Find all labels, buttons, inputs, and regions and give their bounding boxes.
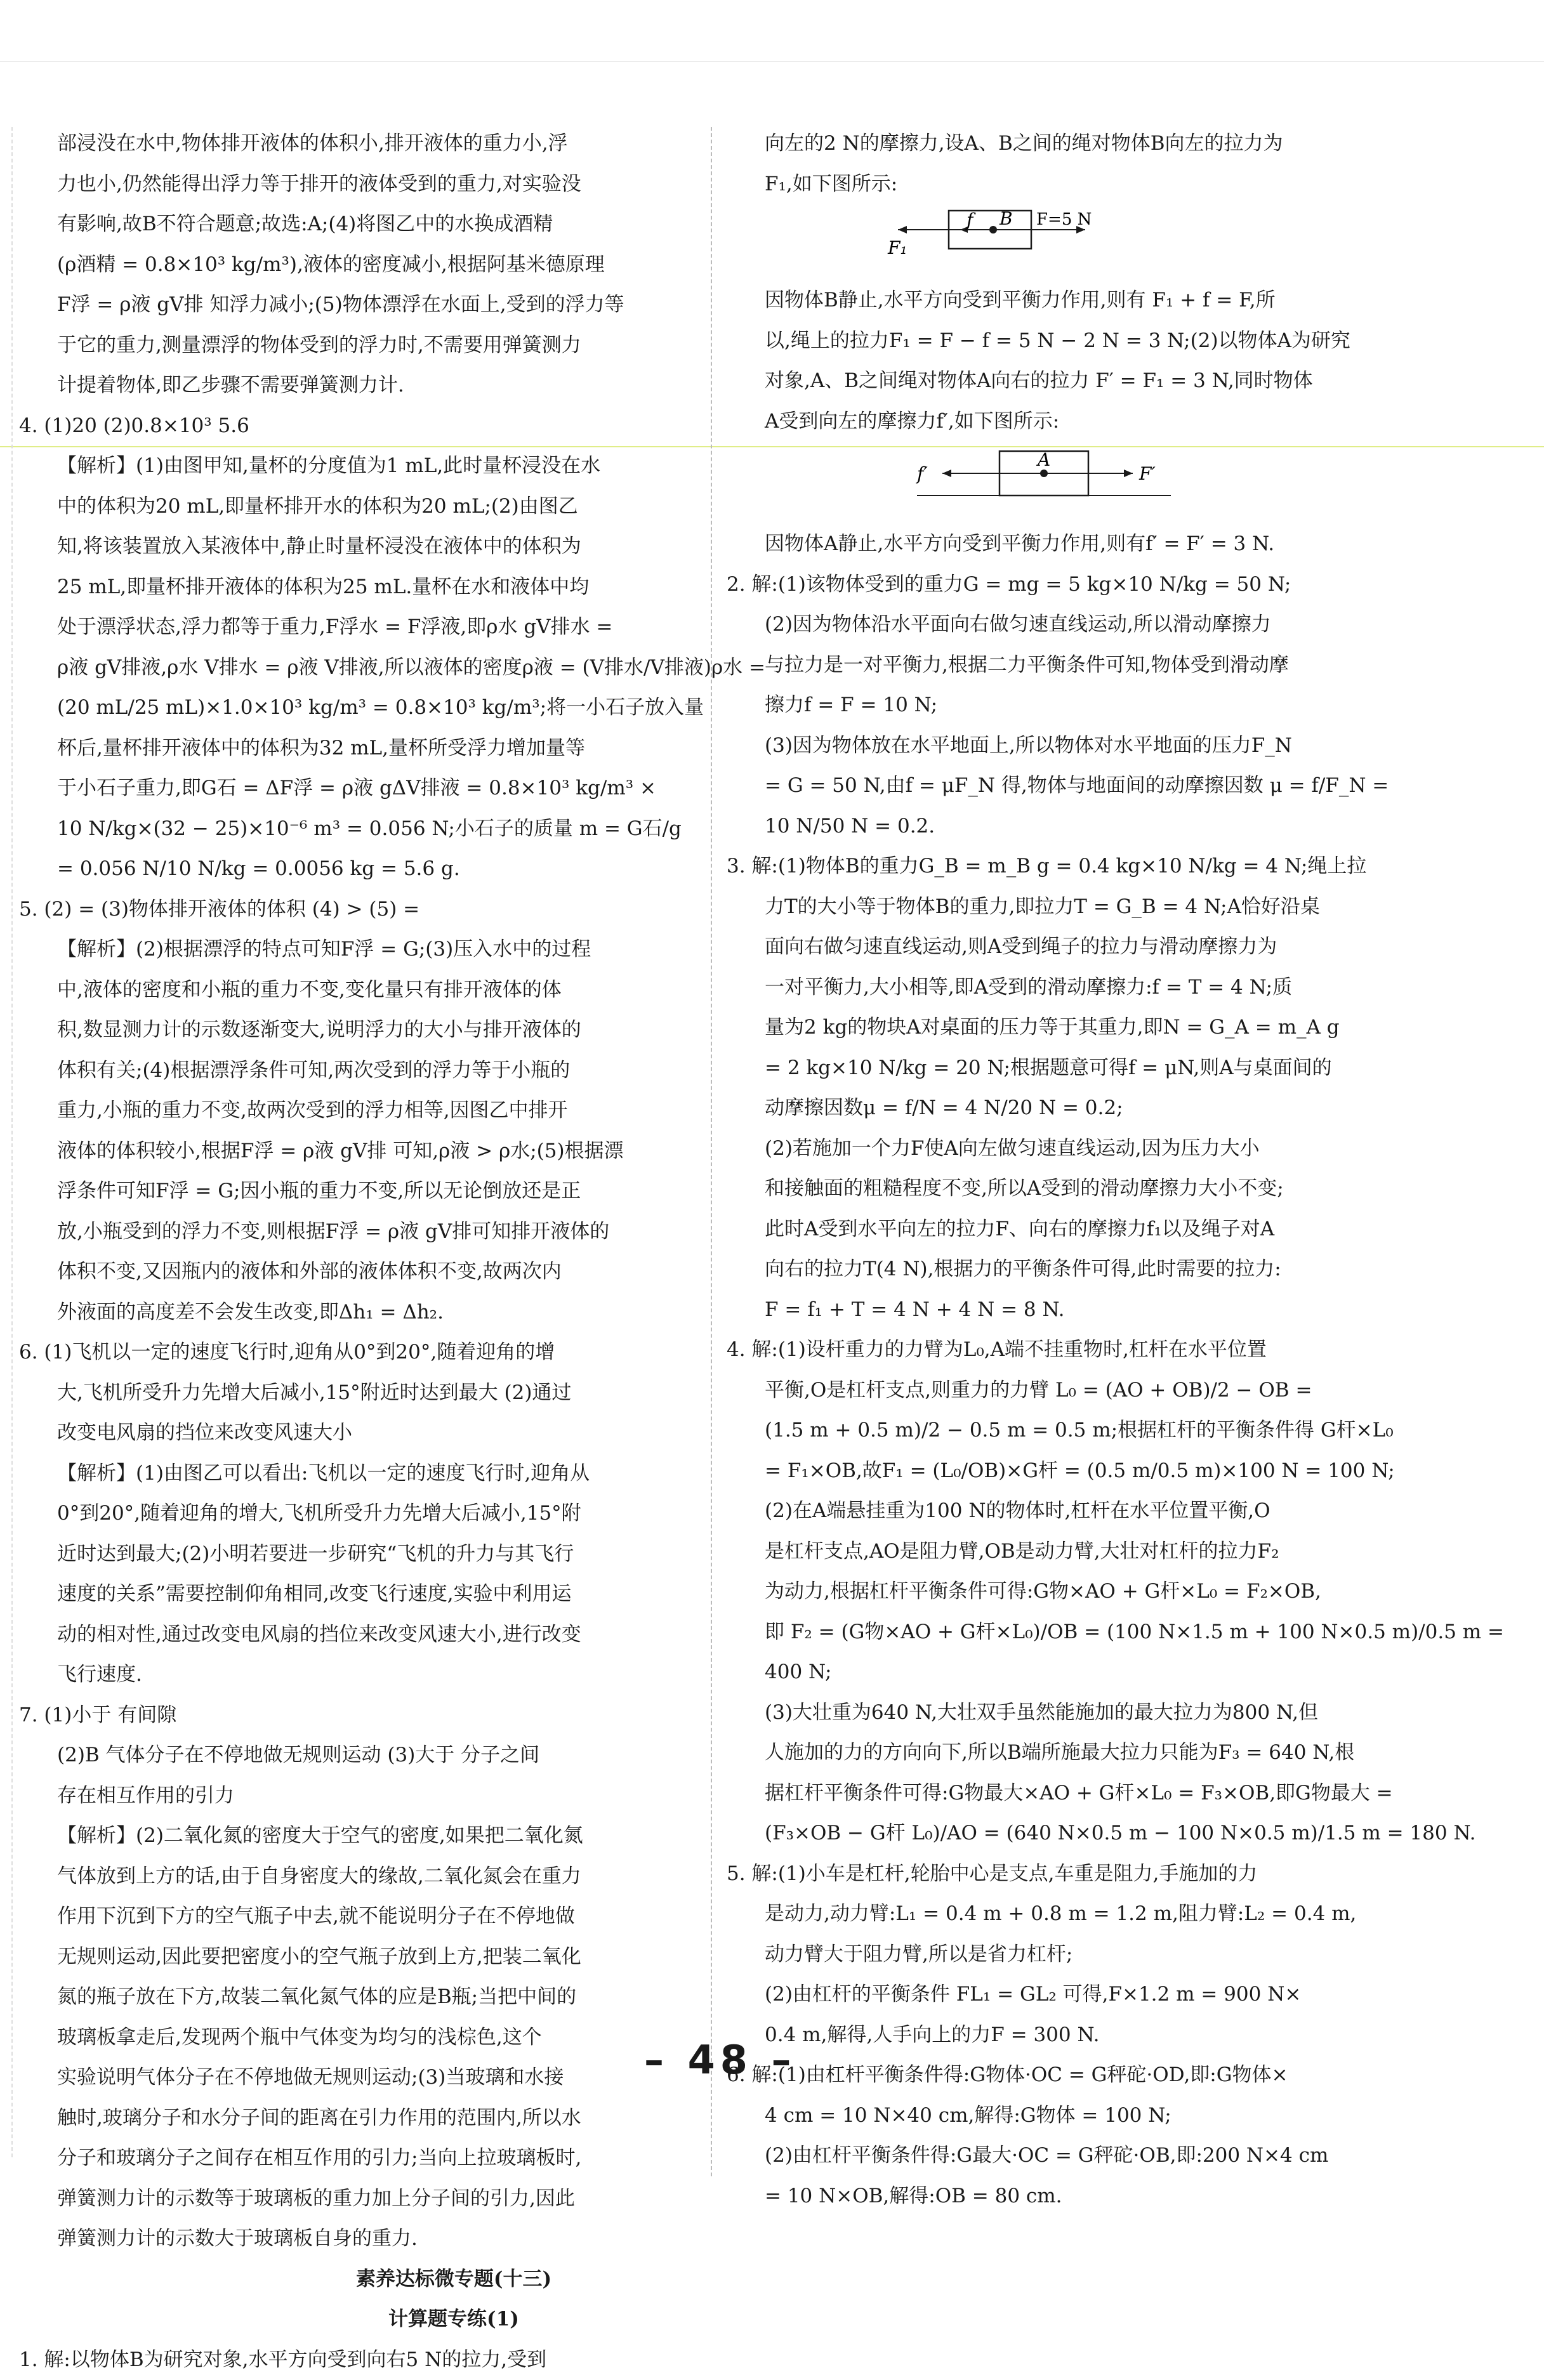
column-divider xyxy=(711,127,712,2176)
text-line: 弹簧测力计的示数等于玻璃板的重力加上分子间的引力,因此 xyxy=(19,2179,698,2219)
text-line: 近时达到最大;(2)小明若要进一步研究“飞机的升力与其飞行 xyxy=(19,1534,698,1575)
text-line: 计算题专练(1) xyxy=(19,2299,698,2340)
label-force: F=5 N xyxy=(1036,210,1092,229)
text-line: 【解析】(2)二氧化氮的密度大于空气的密度,如果把二氧化氮 xyxy=(19,1816,698,1857)
text-line: 无规则运动,因此要把密度小的空气瓶子放到上方,把装二氧化 xyxy=(19,1937,698,1978)
text-line: 部浸没在水中,物体排开液体的体积小,排开液体的重力小,浮 xyxy=(19,124,698,164)
text-line: 动力臂大于阻力臂,所以是省力杠杆; xyxy=(727,1935,1417,1975)
text-line: 是动力,动力臂:L₁ = 0.4 m + 0.8 m = 1.2 m,阻力臂:L₂ = 0.4 m, xyxy=(727,1894,1417,1935)
text-line: 于小石子重力,即G石 = ΔF浮 = ρ液 gΔV排液 = 0.8×10³ kg/m³ × xyxy=(19,768,698,809)
text-line: F浮 = ρ液 gV排 知浮力减小;(5)物体漂浮在水面上,受到的浮力等 xyxy=(19,285,698,325)
text-line: (2)B 气体分子在不停地做无规则运动 (3)大于 分子之间 xyxy=(19,1735,698,1776)
text-line: 气体放到上方的话,由于自身密度大的缘故,二氧化氮会在重力 xyxy=(19,1857,698,1897)
text-line: 计提着物体,即乙步骤不需要弹簧测力计. xyxy=(19,365,698,406)
text-line: 0°到20°,随着迎角的增大,飞机所受升力先增大后减小,15°附 xyxy=(19,1494,698,1534)
text-line: 【解析】(1)由图乙可以看出:飞机以一定的速度飞行时,迎角从 xyxy=(19,1454,698,1494)
text-line: 量为2 kg的物块A对桌面的压力等于其重力,即N = G_A = m_A g xyxy=(727,1008,1417,1048)
text-line: 于它的重力,测量漂浮的物体受到的浮力时,不需要用弹簧测力 xyxy=(19,325,698,366)
text-line: 触时,玻璃分子和水分子间的距离在引力作用的范围内,所以水 xyxy=(19,2098,698,2139)
text-line: 以,绳上的拉力F₁ = F − f = 5 N − 2 N = 3 N;(2)以物体A为研究 xyxy=(727,321,1417,362)
text-line: 4. (1)20 (2)0.8×10³ 5.6 xyxy=(19,406,698,447)
text-line: 3. 解:(1)物体B的重力G_B = m_B g = 0.4 kg×10 N/kg = 4 N;绳上拉 xyxy=(727,846,1417,887)
text-line: 积,数显测力计的示数逐渐变大,说明浮力的大小与排开液体的 xyxy=(19,1010,698,1051)
text-line: 存在相互作用的引力 xyxy=(19,1776,698,1817)
text-line: 改变电风扇的挡位来改变风速大小 xyxy=(19,1413,698,1454)
text-line: 知,将该装置放入某液体中,静止时量杯浸没在液体中的体积为 xyxy=(19,527,698,567)
text-line: 6. 解:(1)由杠杆平衡条件得:G物体·OC = G秤砣·OD,即:G物体× xyxy=(727,2055,1417,2096)
text-line: 素养达标微专题(十三) xyxy=(19,2259,698,2300)
text-line: 平衡,O是杠杆支点,则重力的力臂 L₀ = (AO + OB)/2 − OB = xyxy=(727,1371,1417,1411)
text-line: 外液面的高度差不会发生改变,即Δh₁ = Δh₂. xyxy=(19,1292,698,1333)
text-line: ρ液 gV排液,ρ水 V排水 = ρ液 V排液,所以液体的密度ρ液 = (V排水/V排液)ρ水 = xyxy=(19,648,698,688)
text-line: 2. 解:(1)该物体受到的重力G = mg = 5 kg×10 N/kg = 50 N; xyxy=(727,565,1417,605)
text-line: 力也小,仍然能得出浮力等于排开的液体受到的重力,对实验没 xyxy=(19,164,698,205)
text-line: 是杠杆支点,AO是阻力臂,OB是动力臂,大壮对杠杆的拉力F₂ xyxy=(727,1532,1417,1572)
text-line: 擦力f = F = 10 N; xyxy=(727,685,1417,726)
text-line: 浮条件可知F浮 = G;因小瓶的重力不变,所以无论倒放还是正 xyxy=(19,1171,698,1212)
text-line: 7. (1)小于 有间隙 xyxy=(19,1695,698,1736)
text-line: 动的相对性,通过改变电风扇的挡位来改变风速大小,进行改变 xyxy=(19,1615,698,1655)
text-line: 因物体A静止,水平方向受到平衡力作用,则有f′ = F′ = 3 N. xyxy=(727,524,1417,565)
text-line: 即 F₂ = (G物×AO + G杆×L₀)/OB = (100 N×1.5 m + 100 N×0.5 m)/0.5 m = xyxy=(727,1612,1417,1653)
text-line: 【解析】(1)由图甲知,量杯的分度值为1 mL,此时量杯浸没在水 xyxy=(19,446,698,487)
text-line: 5. (2) = (3)物体排开液体的体积 (4) > (5) = xyxy=(19,890,698,930)
text-line: 0.4 m,解得,人手向上的力F = 300 N. xyxy=(727,2015,1417,2056)
text-line: 放,小瓶受到的浮力不变,则根据F浮 = ρ液 gV排可知排开液体的 xyxy=(19,1212,698,1252)
text-line: 作用下沉到下方的空气瓶子中去,就不能说明分子在不停地做 xyxy=(19,1897,698,1937)
text-line: 此时A受到水平向左的拉力F、向右的摩擦力f₁以及绳子对A xyxy=(727,1209,1417,1250)
text-line: 4. 解:(1)设杆重力的力臂为L₀,A端不挂重物时,杠杆在水平位置 xyxy=(727,1330,1417,1371)
text-line: F = f₁ + T = 4 N + 4 N = 8 N. xyxy=(727,1290,1417,1331)
text-line: 对象,A、B之间绳对物体A向右的拉力 F′ = F₁ = 3 N,同时物体 xyxy=(727,361,1417,402)
text-line: 体积有关;(4)根据漂浮条件可知,两次受到的浮力等于小瓶的 xyxy=(19,1051,698,1091)
page-number: – 48 – xyxy=(644,2037,796,2083)
text-line: 氮的瓶子放在下方,故装二氧化氮气体的应是B瓶;当把中间的 xyxy=(19,1977,698,2018)
text-line: (ρ酒精 = 0.8×10³ kg/m³),液体的密度减小,根据阿基米德原理 xyxy=(19,245,698,286)
text-line: 【解析】(2)根据漂浮的特点可知F浮 = G;(3)压入水中的过程 xyxy=(19,930,698,970)
text-line: 液体的体积较小,根据F浮 = ρ液 gV排 可知,ρ液 > ρ水;(5)根据漂 xyxy=(19,1131,698,1172)
text-line: 人施加的力的方向向下,所以B端所施最大拉力只能为F₃ = 640 N,根 xyxy=(727,1733,1417,1773)
text-line: 一对平衡力,大小相等,即A受到的滑动摩擦力:f = T = 4 N;质 xyxy=(727,968,1417,1008)
text-line: (2)由杠杆平衡条件得:G最大·OC = G秤砣·OB,即:200 N×4 cm xyxy=(727,2136,1417,2176)
text-line: 向右的拉力T(4 N),根据力的平衡条件可得,此时需要的拉力: xyxy=(727,1249,1417,1290)
text-line: (1.5 m + 0.5 m)/2 − 0.5 m = 0.5 m;根据杠杆的平衡条件得 G杆×L₀ xyxy=(727,1410,1417,1451)
text-line: (2)在A端悬挂重为100 N的物体时,杠杆在水平位置平衡,O xyxy=(727,1491,1417,1532)
text-line: 面向右做匀速直线运动,则A受到绳子的拉力与滑动摩擦力为 xyxy=(727,927,1417,968)
text-line: 中的体积为20 mL,即量杯排开水的体积为20 mL;(2)由图乙 xyxy=(19,487,698,527)
text-line: (3)大壮重为640 N,大壮双手虽然能施加的最大拉力为800 N,但 xyxy=(727,1693,1417,1733)
text-line: = F₁×OB,故F₁ = (L₀/OB)×G杆 = (0.5 m/0.5 m)×100 N = 100 N; xyxy=(727,1451,1417,1492)
text-line: 力T的大小等于物体B的重力,即拉力T = G_B = 4 N;A恰好沿桌 xyxy=(727,887,1417,928)
text-line: = 0.056 N/10 N/kg = 0.0056 kg = 5.6 g. xyxy=(19,849,698,890)
text-line: A受到向左的摩擦力f′,如下图所示: xyxy=(727,402,1417,442)
text-line: 为动力,根据杠杆平衡条件可得:G物×AO + G杆×L₀ = F₂×OB, xyxy=(727,1572,1417,1612)
text-line: 重力,小瓶的重力不变,故两次受到的浮力相等,因图乙中排开 xyxy=(19,1091,698,1131)
text-line: (20 mL/25 mL)×1.0×10³ kg/m³ = 0.8×10³ kg/m³;将一小石子放入量 xyxy=(19,688,698,728)
text-line: 10 N/kg×(32 − 25)×10⁻⁶ m³ = 0.056 N;小石子的质量 m = G石/g xyxy=(19,809,698,850)
text-line: 杯后,量杯排开液体中的体积为32 mL,量杯所受浮力增加量等 xyxy=(19,728,698,769)
label-f: f xyxy=(965,209,976,230)
text-line: 动摩擦因数μ = f/N = 4 N/20 N = 0.2; xyxy=(727,1088,1417,1129)
text-line: 实验说明气体分子在不停地做无规则运动;(3)当玻璃和水接 xyxy=(19,2058,698,2098)
text-line: 据杠杆平衡条件可得:G物最大×AO + G杆×L₀ = F₃×OB,即G物最大 = xyxy=(727,1773,1417,1814)
right-column xyxy=(727,124,1417,2216)
text-line: 弹簧测力计的示数大于玻璃板自身的重力. xyxy=(19,2219,698,2259)
left-margin-rule xyxy=(11,127,13,2157)
text-line: 处于漂浮状态,浮力都等于重力,F浮水 = F浮液,即ρ水 gV排水 = xyxy=(19,607,698,648)
text-line: 1. 解:以物体B为研究对象,水平方向受到向右5 N的拉力,受到 xyxy=(19,2340,698,2380)
text-line: 大,飞机所受升力先增大后减小,15°附近时达到最大 (2)通过 xyxy=(19,1373,698,1414)
text-line: = G = 50 N,由f = μF_N 得,物体与地面间的动摩擦因数 μ = f/F_N = xyxy=(727,766,1417,806)
text-line: (F₃×OB − G杆 L₀)/AO = (640 N×0.5 m − 100 N×0.5 m)/1.5 m = 180 N. xyxy=(727,1813,1417,1854)
force-diagram-a xyxy=(727,442,1417,524)
text-line: 体积不变,又因瓶内的液体和外部的液体体积不变,故两次内 xyxy=(19,1252,698,1292)
header-rule xyxy=(0,61,1544,62)
text-line: (2)由杠杆的平衡条件 FL₁ = GL₂ 可得,F×1.2 m = 900 N× xyxy=(727,1975,1417,2015)
text-line: 10 N/50 N = 0.2. xyxy=(727,806,1417,847)
text-line: 分子和玻璃分子之间存在相互作用的引力;当向上拉玻璃板时, xyxy=(19,2138,698,2179)
text-line: 与拉力是一对平衡力,根据二力平衡条件可知,物体受到滑动摩 xyxy=(727,645,1417,686)
force-diagram-b xyxy=(727,204,1417,280)
text-line: 中,液体的密度和小瓶的重力不变,变化量只有排开液体的体 xyxy=(19,970,698,1011)
text-line: 飞行速度. xyxy=(19,1655,698,1695)
text-line: 25 mL,即量杯排开液体的体积为25 mL.量杯在水和液体中均 xyxy=(19,567,698,608)
label-b: B xyxy=(999,208,1013,229)
text-line: 有影响,故B不符合题意;故选:A;(4)将图乙中的水换成酒精 xyxy=(19,204,698,245)
left-column xyxy=(19,124,698,2380)
label-fprime: f′ xyxy=(916,463,928,484)
text-line: (2)因为物体沿水平面向右做匀速直线运动,所以滑动摩擦力 xyxy=(727,605,1417,645)
label-Fprime: F′ xyxy=(1138,463,1156,484)
text-line: 4 cm = 10 N×40 cm,解得:G物体 = 100 N; xyxy=(727,2096,1417,2136)
text-line: 6. (1)飞机以一定的速度飞行时,迎角从0°到20°,随着迎角的增 xyxy=(19,1332,698,1373)
text-line: = 10 N×OB,解得:OB = 80 cm. xyxy=(727,2176,1417,2217)
text-line: (2)若施加一个力F使A向左做匀速直线运动,因为压力大小 xyxy=(727,1129,1417,1169)
text-line: 向左的2 N的摩擦力,设A、B之间的绳对物体B向左的拉力为 xyxy=(727,124,1417,164)
text-line: = 2 kg×10 N/kg = 20 N;根据题意可得f = μN,则A与桌面间的 xyxy=(727,1048,1417,1089)
text-line: 5. 解:(1)小车是杠杆,轮胎中心是支点,车重是阻力,手施加的力 xyxy=(727,1854,1417,1895)
text-line: 速度的关系”需要控制仰角相同,改变飞行速度,实验中利用运 xyxy=(19,1574,698,1615)
text-line: F₁,如下图所示: xyxy=(727,164,1417,205)
text-line: 因物体B静止,水平方向受到平衡力作用,则有 F₁ + f = F,所 xyxy=(727,280,1417,321)
text-line: 400 N; xyxy=(727,1652,1417,1693)
text-line: 和接触面的粗糙程度不变,所以A受到的滑动摩擦力大小不变; xyxy=(727,1169,1417,1209)
label-f1: F₁ xyxy=(887,237,907,258)
label-a: A xyxy=(1036,449,1050,470)
text-line: 玻璃板拿走后,发现两个瓶中气体变为均匀的浅棕色,这个 xyxy=(19,2018,698,2058)
text-line: (3)因为物体放在水平地面上,所以物体对水平地面的压力F_N xyxy=(727,726,1417,766)
